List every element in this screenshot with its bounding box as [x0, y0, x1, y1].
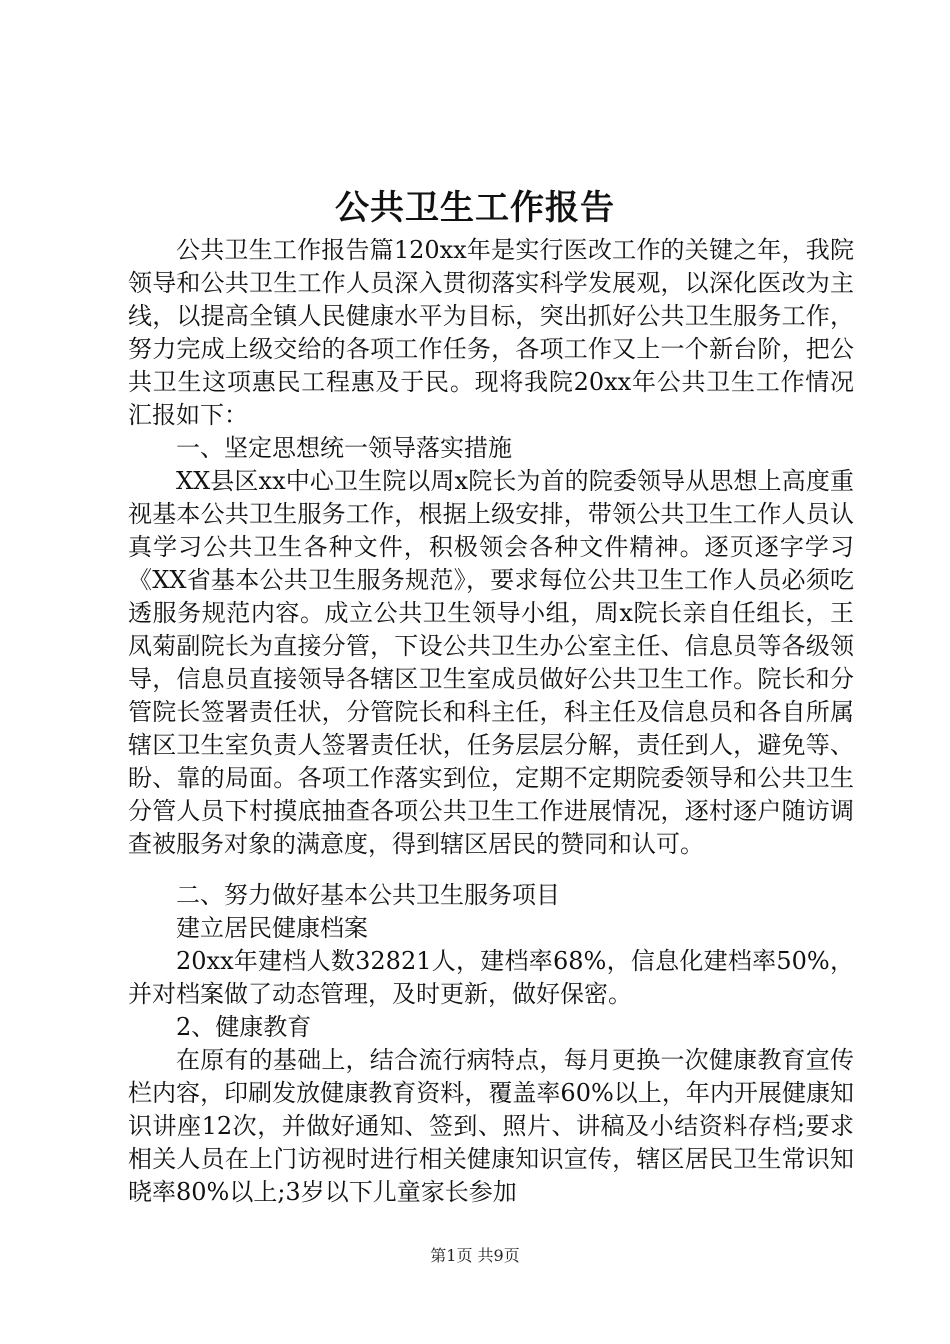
subheading-health-education: 2、健康教育 — [176, 1013, 312, 1041]
document-body — [128, 234, 854, 1209]
document-title: 公共卫生工作报告 — [335, 188, 615, 228]
health-education-paragraph: 在原有的基础上，结合流行病特点，每月更换一次健康教育宣传栏内容，印刷发放健康教育资料，覆盖率60%以上，年内开展健康知识讲座12次，并做好通知、签到、照片、讲稿及小结资料存档;要求相关人员在上门访视时进行相关健康知识宣传，辖区居民卫生常识知晓率80%以上;3岁以下儿童家长参加 — [128, 1046, 854, 1206]
section-1-paragraph: XX县区xx中心卫生院以周x院长为首的院委领导从思想上高度重视基本公共卫生服务工作，根据上级安排，带领公共卫生工作人员认真学习公共卫生各种文件，积极领会各种文件精神。逐页逐字学习《XX省基本公共卫生服务规范》，要求每位公共卫生工作人员必须吃透服务规范内容。成立公共卫生领导小组，周x院长亲自任组长，王凤菊副院长为直接分管，下设公共卫生办公室主任、信息员等各级领导，信息员直接领导各辖区卫生室成员做好公共卫生工作。院长和分管院长签署责任状，分管院长和科主任，科主任及信息员和各自所属辖区卫生室负责人签署责任状，任务层层分解，责任到人，避免等、盼、靠的局面。各项工作落实到位，定期不定期院委领导和公共卫生分管人员下村摸底抽查各项公共卫生工作进展情况，逐村逐户随访调查被服务对象的满意度，得到辖区居民的赞同和认可。 — [128, 467, 854, 858]
intro-paragraph: 公共卫生工作报告篇120xx年是实行医改工作的关键之年，我院领导和公共卫生工作人员深入贯彻落实科学发展观，以深化医改为主线，以提高全镇人民健康水平为目标，突出抓好公共卫生服务工作，努力完成上级交给的各项工作任务，各项工作又上一个新台阶，把公共卫生这项惠民工程惠及于民。现将我院20xx年公共卫生工作情况汇报如下： — [128, 236, 854, 429]
paragraph-gap — [128, 861, 854, 879]
section-heading-1: 一、坚定思想统一领导落实措施 — [176, 434, 512, 462]
subheading-health-records: 建立居民健康档案 — [176, 914, 368, 942]
section-heading-2: 二、努力做好基本公共卫生服务项目 — [176, 881, 560, 909]
health-records-paragraph: 20xx年建档人数32821人，建档率68%，信息化建档率50%，并对档案做了动态管理，及时更新，做好保密。 — [128, 947, 854, 1008]
page-footer: 第1页 共9页 — [430, 1246, 520, 1265]
